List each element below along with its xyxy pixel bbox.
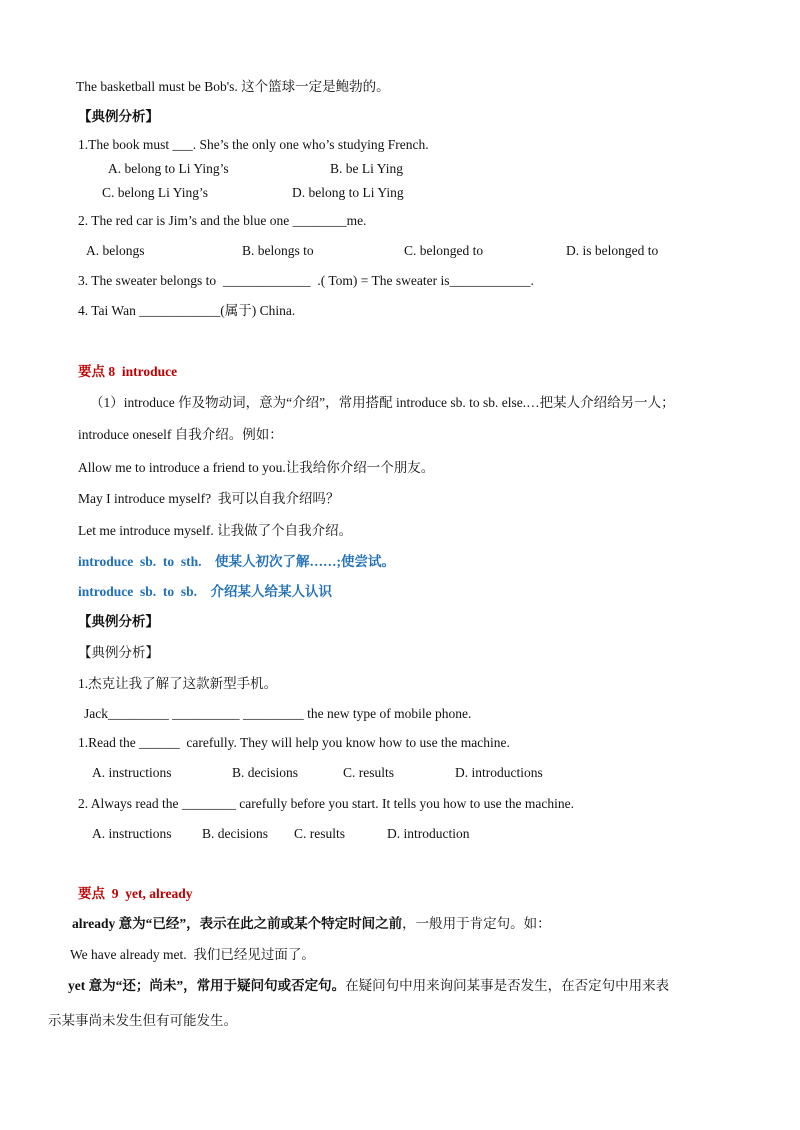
example-sentence: We have already met. 我们已经见过面了。 bbox=[70, 947, 315, 962]
key-point-8-heading: 要点 8 introduce bbox=[78, 364, 178, 379]
option-b: B. be Li Ying bbox=[330, 161, 403, 176]
yet-definition: yet 意为“还；尚未”，常用于疑问句或否定句。 bbox=[68, 978, 346, 993]
example-sentence: Let me introduce myself. 让我做了个自我介绍。 bbox=[78, 523, 353, 538]
explanation-line: introduce oneself 自我介绍。例如： bbox=[78, 427, 283, 442]
option-c: C. belonged to bbox=[404, 243, 484, 258]
option-a: A. belongs bbox=[86, 243, 145, 258]
question-1: 1.The book must ___. She’s the only one who’s studying French. bbox=[78, 137, 429, 152]
question-3: 3. The sweater belongs to _____________ .( Tom) = The sweater is____________. bbox=[78, 273, 534, 288]
question-2: 2. Always read the ________ carefully before you start. It tells you how to use the machine. bbox=[78, 796, 574, 811]
section-heading-example-analysis: 【典例分析】 bbox=[78, 645, 159, 660]
option-a: A. instructions bbox=[92, 765, 172, 780]
translation-prompt: 1.杰克让我了解了这款新型手机。 bbox=[78, 676, 278, 691]
already-definition: already 意为“已经”，表示在此之前或某个特定时间之前 bbox=[72, 916, 403, 931]
phrase-usage: introduce sb. to sb. 介绍某人给某人认识 bbox=[78, 584, 333, 599]
example-sentence: The basketball must be Bob's. 这个篮球一定是鲍勃的。 bbox=[76, 79, 390, 94]
option-b: B. belongs to bbox=[242, 243, 314, 258]
example-sentence: Allow me to introduce a friend to you.让我给你介绍一个朋友。 bbox=[78, 460, 435, 475]
explanation-line bbox=[72, 915, 551, 933]
question-1: 1.Read the ______ carefully. They will help you know how to use the machine. bbox=[78, 735, 510, 750]
option-a: A. belong to Li Ying’s bbox=[108, 161, 229, 176]
key-point-9-heading: 要点 9 yet, already bbox=[78, 886, 193, 901]
explanation-line bbox=[68, 977, 669, 995]
explanation-line: 示某事尚未发生但有可能发生。 bbox=[48, 1013, 237, 1028]
option-d: D. introductions bbox=[455, 765, 543, 780]
option-d: D. introduction bbox=[387, 826, 470, 841]
option-b: B. decisions bbox=[232, 765, 298, 780]
option-c: C. belong Li Ying’s bbox=[102, 185, 209, 200]
option-d: D. belong to Li Ying bbox=[292, 185, 404, 200]
option-b: B. decisions bbox=[202, 826, 268, 841]
yet-usage: 在疑问句中用来询问某事是否发生，在否定句中用来表 bbox=[345, 978, 670, 993]
phrase-usage: introduce sb. to sth. 使某人初次了解……;使尝试。 bbox=[78, 554, 396, 569]
option-d: D. is belonged to bbox=[566, 243, 659, 258]
fill-in-blank: Jack_________ __________ _________ the new type of mobile phone. bbox=[84, 706, 472, 721]
question-4: 4. Tai Wan ____________(属于) China. bbox=[78, 303, 296, 318]
example-sentence: May I introduce myself? 我可以自我介绍吗？ bbox=[78, 491, 340, 506]
option-c: C. results bbox=[294, 826, 346, 841]
option-a: A. instructions bbox=[92, 826, 172, 841]
question-2: 2. The red car is Jim’s and the blue one ________me. bbox=[78, 213, 367, 228]
section-heading-example-analysis: 【典例分析】 bbox=[78, 614, 159, 629]
already-usage: ，一般用于肯定句。如： bbox=[402, 916, 551, 931]
option-c: C. results bbox=[343, 765, 395, 780]
explanation-line: （1）introduce 作及物动词，意为“介绍”，常用搭配 introduce sb. to sb. else.…把某人介绍给另一人； bbox=[90, 395, 675, 410]
section-heading-example-analysis: 【典例分析】 bbox=[78, 109, 159, 124]
